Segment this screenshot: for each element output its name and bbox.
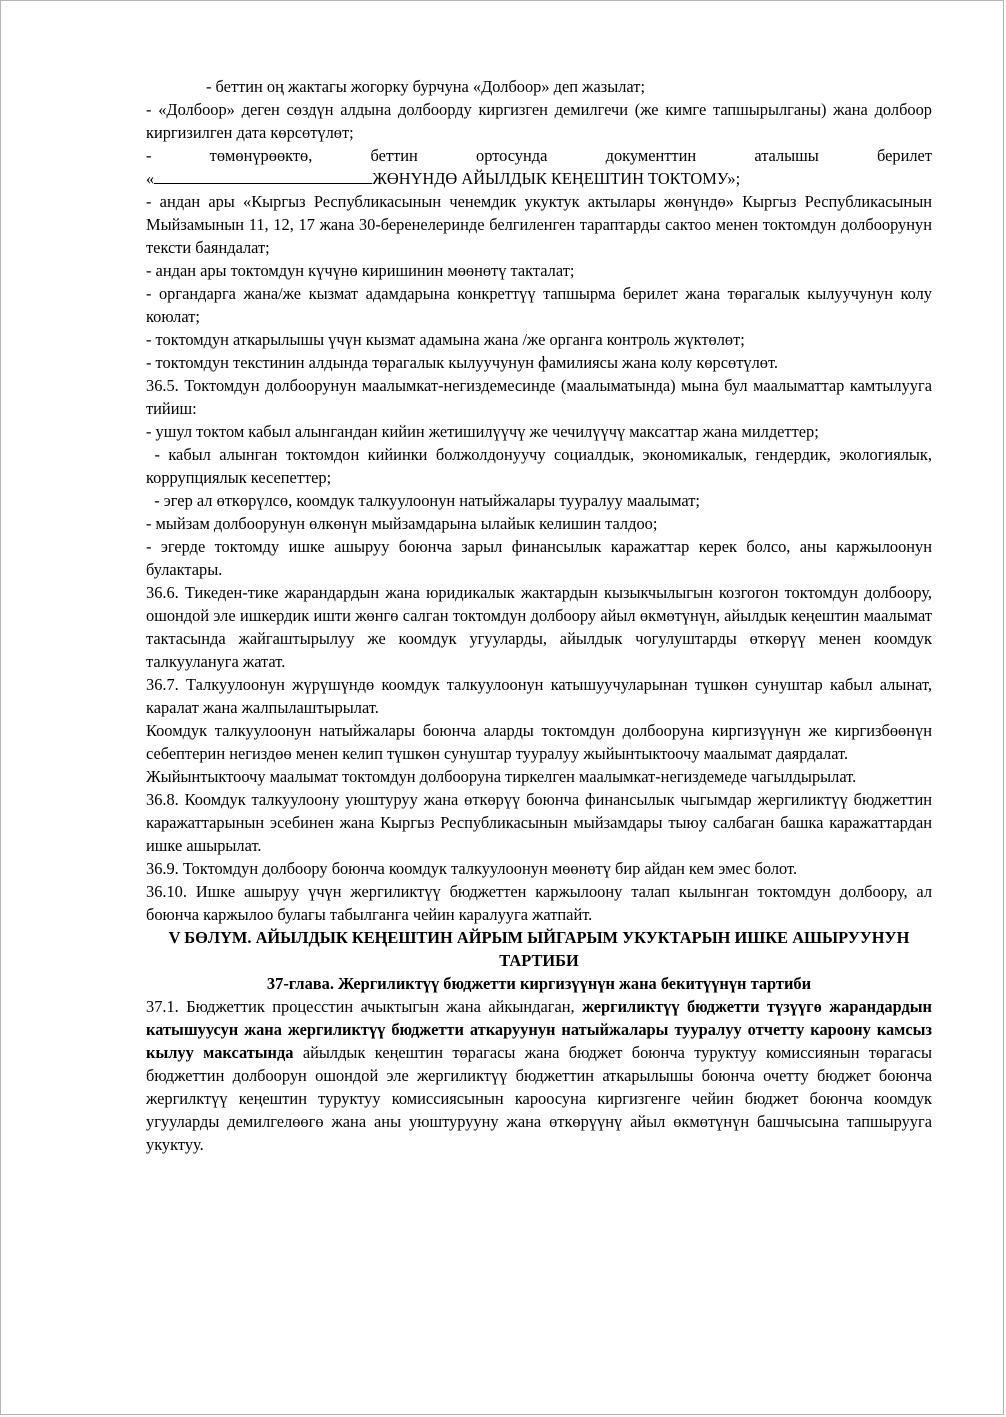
list-item: - органдарга жана/же кызмат адамдарына конкреттүү тапшырма берилет жана төрагалык кылуучунун колу коюлат; (146, 284, 932, 326)
blank-underline (154, 169, 372, 184)
clause-36-9: 36.9. Токтомдун долбоору боюнча коомдук талкуулоонун мөөнөтү бир айдан кем эмес болот. (146, 859, 798, 878)
clause-37-1-bold: жергиликтүү бюджетти түзүүгө жарандардын катышуусун жана жергиликтүү бюджетти аткаруунун натыйжалары тууралуу отчетту кароону камсыз кылуу максатында (146, 997, 932, 1062)
clause-37-1-end: айылдык кеңештин төрагасы жана бюджет боюнча туруктуу комиссиянын төрагасы бюджеттин долбоорун ошондой эле жергиликтүү бюджеттин аткарылышы боюнча очетту бюджет боюнча жергилктүү кеңештин туруктуу комиссиясынын кароосуна киргизгенге чейин бюджет боюнча коомдук угууларды демилгелөөгө жана аны уюштурууну жана өткөрүүнү айыл өкмөтүнүн башчысына тапшырууга укуктуу. (146, 1043, 932, 1154)
list-item: - андан ары токтомдун күчүнө киришинин мөөнөтү такталат; (146, 261, 575, 280)
document-body (146, 75, 937, 1156)
clause-36-6: 36.6. Тикеден-тике жарандардын жана юридикалык жактардын кызыкчылыгын козгогон токтомдун долбоору, ошондой эле ишкердик ишти жөнгө салган токтомдун долбоору айыл өкмөтүнүн, айылдык кеңештин маалымат тактасында жайгаштырылуу же коомдук угууларды, айылдык чогулуштарды өткөрүү менен коомдук талкуулануга жатат. (146, 583, 932, 671)
clause-36-7-paragraph: Коомдук талкуулоонун натыйжалары боюнча аларды токтомдун долбооруна киргизүүнүн же киргизбөөнүн себептерин негиздөө менен келип түшкөн сунуштар тууралуу жыйынтыктоочу маалымат даярдалат. (146, 721, 932, 763)
clause-36-5: 36.5. Токтомдун долбоорунун маалымкат-негиздемесинде (маалыматында) мына бул маалыматтар камтылууга тийиш: (146, 376, 932, 418)
list-item: - «Долбоор» деген сөздүн алдына долбоорду киргизген демилгечи (же кимге тапшырылганы) жана долбоор киргизилген дата көрсөтүлөт; (146, 100, 932, 142)
title-suffix: ЖӨНҮНДӨ АЙЫЛДЫК КЕҢЕШТИН ТОКТОМУ»; (372, 169, 741, 188)
list-item: - андан ары «Кыргыз Республикасынын ченемдик укуктук актылары жөнүндө» Кыргыз Республикасынын Мыйзамынын 11, 12, 17 жана 30-беренелеринде белгиленген тараптарды сактоо менен токтомдун долбоорунун тексти баяндалат; (146, 192, 932, 257)
list-item: - ушул токтом кабыл алынгандан кийин жетишилүүчү же чечилүүчү максаттар жана милдеттер; (146, 422, 819, 441)
clause-36-10: 36.10. Ишке ашыруу үчүн жергиликтүү бюджеттен каржылоону талап кылынган токтомдун долбоору, ал боюнча каржылоо булагы табылганга чейин каралууга жатпайт. (146, 882, 932, 924)
chapter-title: 37-глава. Жергиликтүү бюджетти киргизүүнүн жана бекитүүнүн тартиби (266, 974, 812, 993)
document-title-template (146, 167, 932, 190)
list-item: - мыйзам долбоорунун өлкөнүн мыйзамдарына ылайык келишин талдоо; (146, 514, 658, 533)
clause-36-7: 36.7. Талкуулоонун жүрүшүндө коомдук талкуулоонун катышуучуларынан түшкөн сунуштар кабыл алынат, каралат жана жалпылаштырылат. (146, 675, 932, 717)
clause-37-1 (146, 995, 932, 1156)
list-item: - беттин оң жактагы жогорку бурчуна «Долбоор» деп жазылат; (206, 77, 645, 96)
list-item: - кабыл алынган токтомдон кийинки болжолдонуучу социалдык, экономикалык, гендердик, экологиялык, коррупциялык кесепеттер; (146, 445, 937, 487)
list-item: - токтомдун аткарылышы үчүн кызмат адамына жана /же органга контроль жүктөлөт; (146, 330, 745, 349)
list-item: - токтомдун текстинин алдында төрагалык кылуучунун фамилиясы жана колу көрсөтүлөт. (146, 353, 778, 372)
clause-36-8: 36.8. Коомдук талкуулоону уюштуруу жана өткөрүү боюнча финансылык чыгымдар жергиликтүү бюджеттин каражаттарынын эсебинен жана Кыргыз Республикасынын мыйзамдары тыюу салбаган башка каражаттардан ишке ашырылат. (146, 790, 932, 855)
list-item: - эгерде токтомду ишке ашыруу боюнча зарыл финансылык каражаттар керек болсо, аны каржылоонун булактары. (146, 537, 932, 579)
clause-37-1-start: 37.1. Бюджеттик процесстин ачыктыгын жана айкындаган, (146, 997, 583, 1016)
quote-open: « (146, 169, 155, 188)
list-item: - төмөнүрөөктө, беттин ортосунда документтин аталышы берилет (146, 146, 932, 165)
list-item: - эгер ал өткөрүлсө, коомдук талкуулоонун натыйжалары тууралуу маалымат; (146, 491, 700, 510)
clause-36-7-paragraph: Жыйынтыктоочу маалымат токтомдун долбооруна тиркелген маалымкат-негиздемеде чагылдырылат. (146, 767, 857, 786)
section-title: V БӨЛҮМ. АЙЫЛДЫК КЕҢЕШТИН АЙРЫМ ЫЙГАРЫМ УКУКТАРЫН ИШКЕ АШЫРУУНУН ТАРТИБИ (168, 928, 910, 970)
